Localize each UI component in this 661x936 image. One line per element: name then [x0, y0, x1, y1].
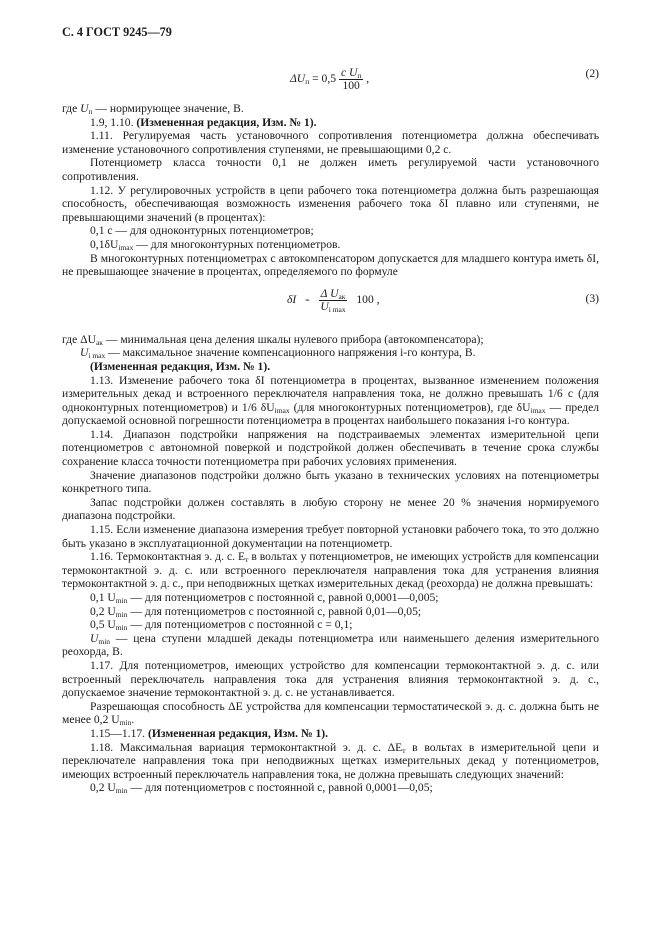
formula-2-tail: ,	[366, 72, 370, 86]
paragraph-p17: 0,2 $U_{min}$ — для потенциометров с постоянной с, равной 0,01—0,05;	[90, 604, 422, 619]
definition-dUak-symbol: где $\Delta U_{ак}$ —	[62, 332, 118, 347]
formula-3-number: (3)	[585, 292, 599, 305]
formula-3-den-sub: i max	[328, 305, 346, 314]
formula-3-num: Δ U	[320, 287, 339, 300]
paragraph-p1: где $U_п$ — нормирующее значение, В.	[62, 102, 244, 116]
paragraph-p21: Разрешающая способность ΔE устройства для компенсации термостатической э. д. с. должна быть не менее 0,2 $U_{min}$.	[62, 699, 599, 728]
paragraph-p12: Значение диапазонов подстройки должно быть указано в технических условиях на потенциометры конкретного типа.	[62, 468, 599, 496]
definition-dUak	[62, 333, 599, 347]
definition-Uimax	[62, 346, 599, 360]
paragraph-p19: $U_{min}$ — цена ступени младшей декады потенциометра или наименьшего деления измерительного реохорда, В.	[62, 631, 599, 659]
document-body	[62, 102, 599, 795]
paragraph-1-18: 1.18. Максимальная вариация термоконтактной э. д. с. $\Delta E_т$ в вольтах в измерительной цепи и переключателе направления тока при неподвижных щетках измерительных декад у потенциометров, имеющих встроенный переключатель направления тока, не должна превышать следующих значений:	[62, 740, 599, 781]
formula-3-num-sub: ак	[338, 292, 346, 301]
formula-3-tail: 100 ,	[356, 293, 380, 307]
paragraph-1-17: 1.17. Для потенциометров, имеющих устройство для компенсации термоконтактной э. д. с. или встроенный переключатель направления тока для устранения влияния термоконтактной э. д. с., допускаемое значение термоконтактной э. д. с. не устанавливается.	[62, 658, 599, 700]
page-header: С. 4 ГОСТ 9245—79	[62, 25, 172, 39]
formula-2	[290, 67, 369, 92]
formula-3-lhs: δI	[287, 293, 297, 307]
paragraph-1-14: 1.14. Диапазон подстройки напряжения на подстраиваемых элементах измерительной цепи потенциометров с автономной поверкой и подстройкой должен обеспечивать в течение срока службы сохранение класса точности потенциометра при рабочих условиях применения.	[62, 427, 599, 469]
paragraph-p18: 0,5 $U_{min}$ — для потенциометров с постоянной с = 0,1;	[90, 618, 353, 633]
formula-2-lhs-sub: п	[305, 77, 310, 87]
paragraph-1-12: 1.12. У регулировочных устройств в цепи рабочего тока потенциометра должна быть разрешающая способность, обеспечивающая возможность изменения рабочего тока δI плавно или ступенями, не превышающими значений (в процентах):	[62, 183, 599, 224]
paragraph-1-11: 1.11. Регулируемая часть установочного сопротивления потенциометра должна обеспечивать изменение установочного сопротивления ступенями, не превышающими 0,2 с.	[62, 129, 599, 156]
paragraph-p2: 1.9, 1.10. (Измененная редакция, Изм. № 1).	[90, 115, 317, 129]
paragraph-1-16: 1.16. Термоконтактная э. д. с. $E_т$ в вольтах у потенциометров, не имеющих устройств для компенсации термоконтактной э. д. с. или встроенного переключателя направления тока для устранения влияния термоконтактной э. д. с., при неподвижных щетках измерительных декад (реохорда) не должна превышать:	[62, 550, 599, 591]
paragraph-p4: Потенциометр класса точности 0,1 не должен иметь регулируемой части установочного сопротивления.	[62, 156, 599, 183]
formula-2-num-sub: п	[357, 71, 362, 80]
formula-3-den: U	[320, 300, 329, 313]
formula-3-space	[62, 279, 599, 333]
formula-2-fraction	[339, 67, 363, 92]
definition-Uimax-text: максимальное значение компенсационного напряжения i-го контура, В.	[122, 346, 476, 360]
formula-3-eq: =	[305, 296, 310, 306]
paragraph-1-13: 1.13. Изменение рабочего тока δI потенциометра в процентах, вызванное изменением положения измерительных декад и встроенного переключателя направления тока, не должно превышать 1/6 с (для одноконтурных потенциометров) и 1/6 $\delta U_{imax}$ (для многоконтурных потенциометров), где $\delta U_{imax}$ — предел допускаемой основной погрешности потенциометра в процентах наибольшего показания i-го контура.	[62, 373, 600, 428]
formula-2-lhs: ΔU	[290, 72, 306, 86]
formula-2-num: с U	[340, 66, 358, 79]
formula-2-den: 100	[342, 79, 360, 92]
paragraph-p8: В многоконтурных потенциометрах с автокомпенсатором допускается для младшего контура иметь δI, не превышающее значение в процентах, определяемого по формуле	[62, 251, 599, 279]
paragraph-p22: 1.15—1.17. (Измененная редакция, Изм. № 1).	[90, 726, 329, 740]
paragraph-p24: 0,2 $U_{min}$ — для потенциометров с постоянной с, равной 0,0001—0,05;	[90, 781, 433, 796]
definition-Uimax-symbol: $U_{i max}$ —	[80, 346, 120, 361]
paragraph-p6: 0,1 с — для одноконтурных потенциометров;	[90, 224, 314, 238]
paragraph-1-15: 1.15. Если изменение диапазона измерения требует повторной установки рабочего тока, то это должно быть указано в эксплуатационной документации на потенциометр.	[62, 523, 599, 550]
paragraph-amendment-1: (Измененная редакция, Изм. № 1).	[90, 359, 271, 373]
paragraph-p16: 0,1 $U_{min}$ — для потенциометров с постоянной с, равной 0,0001—0,005;	[90, 591, 439, 605]
formula-2-eq: = 0,5	[309, 72, 337, 86]
paragraph-p13: Запас подстройки должен составлять в любую сторону не менее 20 % значения нормируемого диапазона подстройки.	[62, 495, 599, 523]
definition-dUak-text: минимальная цена деления шкалы нулевого прибора (автокомпенсатора);	[120, 332, 484, 346]
paragraph-p7: $0,1\delta U_{imax}$ — для многоконтурных потенциометров.	[90, 237, 341, 252]
formula-2-number: (2)	[585, 67, 599, 80]
